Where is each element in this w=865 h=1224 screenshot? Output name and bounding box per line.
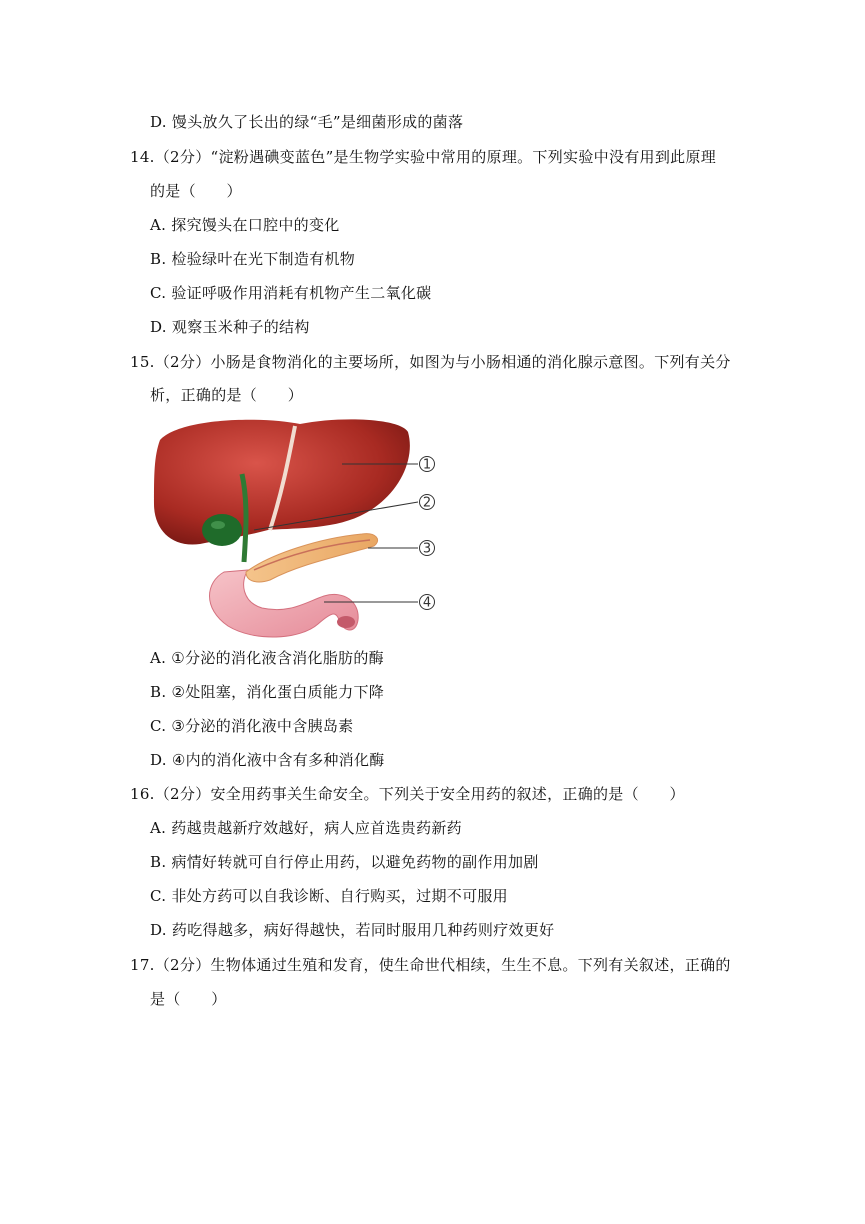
q17-stem: 17.（2分）生物体通过生殖和发育，使生命世代相续，生生不息。下列有关叙述，正确的 [130, 956, 731, 974]
q16-option-c: C. 非处方药可以自我诊断、自行购买，过期不可服用 [150, 887, 508, 905]
q16-stem: 16.（2分）安全用药事关生命安全。下列关于安全用药的叙述，正确的是（ ） [130, 785, 685, 803]
q16-option-b: B. 病情好转就可自行停止用药，以避免药物的副作用加剧 [150, 853, 539, 871]
q16-option-a: A. 药越贵越新疗效越好，病人应首选贵药新药 [150, 819, 462, 837]
q15-option-b: B. ②处阻塞，消化蛋白质能力下降 [150, 683, 385, 701]
svg-text:4: 4 [422, 595, 432, 611]
q15-stem: 15.（2分）小肠是食物消化的主要场所，如图为与小肠相通的消化腺示意图。下列有关分 [130, 353, 731, 371]
marker-4 [420, 595, 435, 611]
q15-option-a: A. ①分泌的消化液含消化脂肪的酶 [150, 649, 384, 667]
intestine-shape [210, 570, 359, 637]
q14-option-b: B. 检验绿叶在光下制造有机物 [150, 250, 356, 268]
q14-option-a: A. 探究馒头在口腔中的变化 [150, 216, 340, 234]
svg-text:3: 3 [422, 541, 432, 557]
svg-text:1: 1 [422, 457, 432, 473]
q14-stem: 14.（2分）“淀粉遇碘变蓝色”是生物学实验中常用的原理。下列实验中没有用到此原理 [130, 148, 717, 166]
q14-stem-cont: 的是（ ） [150, 182, 242, 200]
q15-option-d: D. ④内的消化液中含有多种消化酶 [150, 751, 385, 769]
marker-1 [420, 457, 435, 473]
gallbladder-shape [202, 514, 242, 546]
digestive-gland-figure [150, 412, 450, 644]
marker-2 [420, 495, 435, 511]
q13-option-d: D. 馒头放久了长出的绿“毛”是细菌形成的菌落 [150, 113, 464, 131]
digestive-gland-illustration [150, 412, 450, 644]
q14-option-d: D. 观察玉米种子的结构 [150, 318, 310, 336]
q17-stem-cont: 是（ ） [150, 990, 227, 1008]
q14-option-c: C. 验证呼吸作用消耗有机物产生二氧化碳 [150, 284, 432, 302]
q15-option-c: C. ③分泌的消化液中含胰岛素 [150, 717, 354, 735]
q16-option-d: D. 药吃得越多，病好得越快，若同时服用几种药则疗效更好 [150, 921, 555, 939]
marker-3 [420, 541, 435, 557]
q15-stem-cont: 析，正确的是（ ） [150, 386, 304, 404]
svg-text:2: 2 [422, 495, 432, 511]
